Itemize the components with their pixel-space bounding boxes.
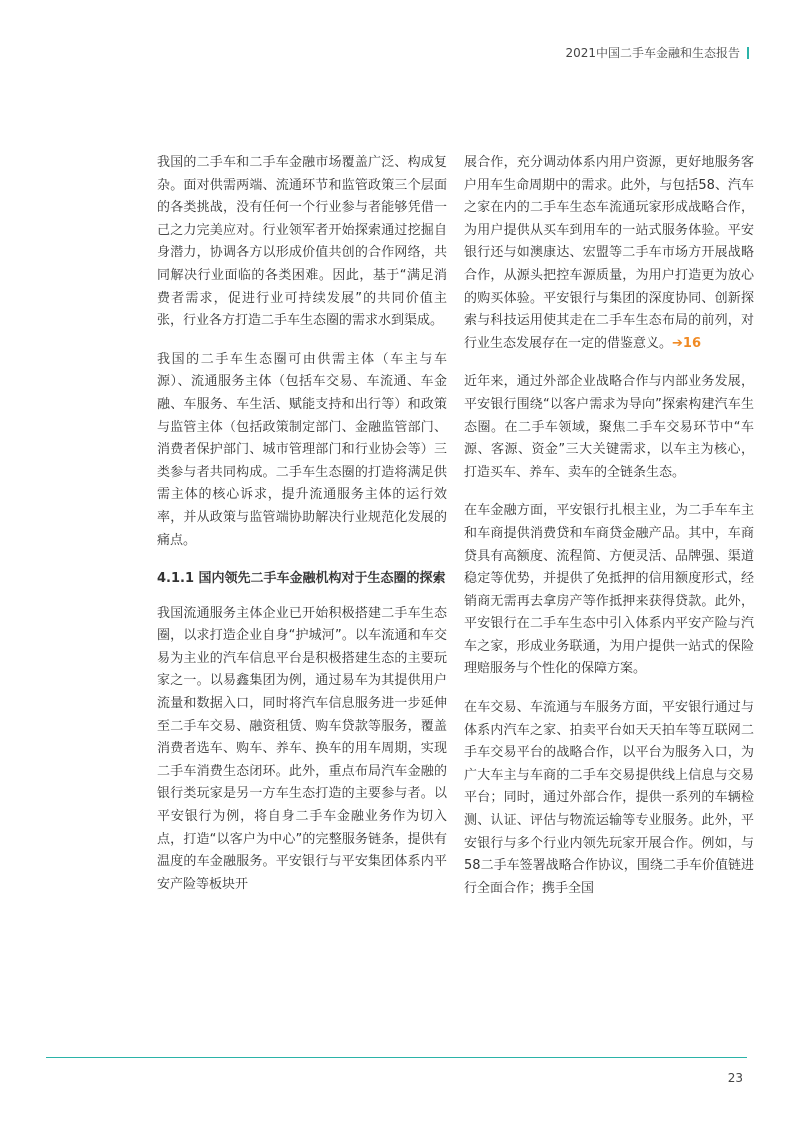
paragraph: 在车交易、车流通与车服务方面，平安银行通过与体系内汽车之家、拍卖平台如天天拍车等互联网二手车交易平台的战略合作，以平台为服务入口，为广大车主与车商的二手车交易提供线上信息与交易平台；同时，通过外部合作，提供一系列的车辆检测、认证、评估与物流运输等专业服务。此外，平安银行与多个行业内领先玩家开展合作。例如，与58二手车签署战略合作协议，围绕二手车价值链进行全面合作；携手全国 <box>464 700 754 896</box>
reference-link[interactable]: ➔16 <box>672 335 701 351</box>
section-heading: 4.1.1 国内领先二手车金融机构对于生态圈的探索 <box>157 571 446 587</box>
paragraph: 我国的二手车生态圈可由供需主体（车主与车源）、流通服务主体（包括车交易、车流通、车金融、车服务、车生活、赋能支持和出行等）和政策与监管主体（包括政策制定部门、金融监管部门、消费者保护部门、城市管理部门和行业协会等）三类参与者共同构成。二手车生态圈的打造将满足供需主体的核心诉求，提升流通服务主体的运行效率，并从政策与监管端协助解决行业规范化发展的痛点。 <box>157 351 447 548</box>
right-column <box>464 152 754 916</box>
paragraph: 我国的二手车和二手车金融市场覆盖广泛、构成复杂。面对供需两端、流通环节和监管政策三个层面的各类挑战，没有任何一个行业参与者能够凭借一己之力完美应对。行业领军者开始探索通过挖掘自身潜力，协调各方以形成价值共创的合作网络，共同解决行业面临的各类困难。因此，基于“满足消费者需求，促进行业可持续发展”的共同价值主张，行业各方打造二手车生态圈的需求水到渠成。 <box>157 155 447 329</box>
left-column <box>157 152 447 912</box>
page-number: 23 <box>727 1071 743 1085</box>
running-header <box>565 44 749 61</box>
paragraph <box>464 152 754 355</box>
paragraph: 在车金融方面，平安银行扎根主业，为二手车车主和车商提供消费贷和车商贷金融产品。其中，车商贷具有高额度、流程简、方便灵活、品牌强、渠道稳定等优势，并提供了免抵押的信用额度形式，经销商无需再去拿房产等作抵押来获得贷款。此外，平安银行在二手车生态中引入体系内平安产险与汽车之家，形成业务联通，为用户提供一站式的保险理赔服务与个性化的保障方案。 <box>464 503 754 677</box>
paragraph-text: 展合作，充分调动体系内用户资源，更好地服务客户用车生命周期中的需求。此外，与包括58、汽车之家在内的二手车生态车流通玩家形成战略合作，为用户提供从买车到用车的一站式服务体验。平安银行还与如澳康达、宏盟等二手车市场方开展战略合作，从源头把控车源质量，为用户打造更为放心的购买体验。平安银行与集团的深度协同、创新探索与科技运用使其走在二手车生态布局的前列，对行业生态发展存在一定的借鉴意义。 <box>464 155 754 351</box>
header-divider <box>747 47 749 59</box>
paragraph: 近年来，通过外部企业战略合作与内部业务发展，平安银行围绕“以客户需求为导向”探索构建汽车生态圈。在二手车领域，聚焦二手车交易环节中“车源、客源、资金”三大关键需求，以车主为核心，打造买车、养车、卖车的全链条生态。 <box>464 374 754 480</box>
report-title: 2021中国二手车金融和生态报告 <box>565 46 740 60</box>
paragraph: 我国流通服务主体企业已开始积极搭建二手车生态圈，以求打造企业自身“护城河”。以车流通和车交易为主业的汽车信息平台是积极搭建生态的主要玩家之一。以易鑫集团为例，通过易车为其提供用户流量和数据入口，同时将汽车信息服务进一步延伸至二手车交易、融资租赁、购车贷款等服务，覆盖消费者选车、购车、养车、换车的用车周期，实现二手车消费生态闭环。此外，重点布局汽车金融的银行类玩家是另一方车生态打造的主要参与者。以平安银行为例，将自身二手车金融业务作为切入点，打造“以客户为中心”的完整服务链条，提供有温度的车金融服务。平安银行与平安集团体系内平安产险等板块开 <box>157 605 447 892</box>
footer-divider <box>46 1057 747 1058</box>
